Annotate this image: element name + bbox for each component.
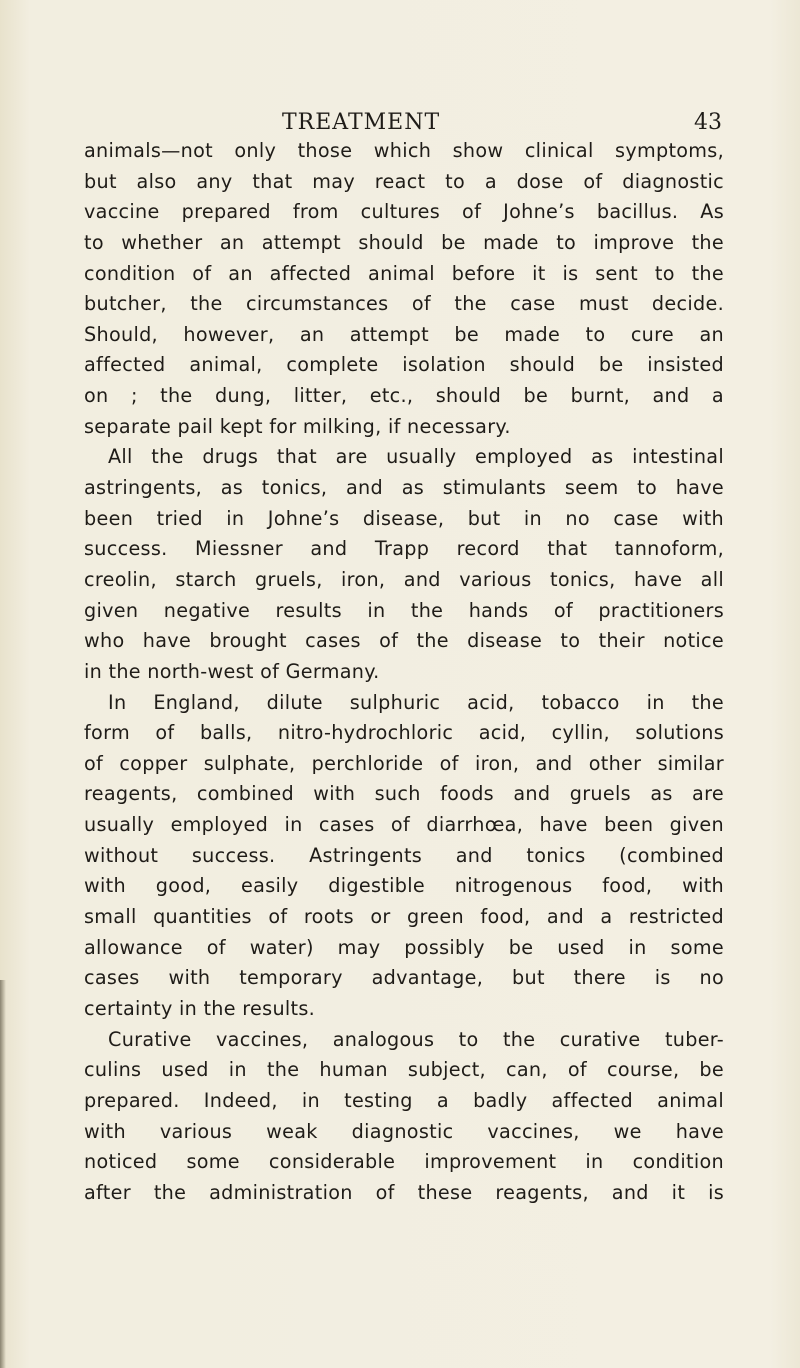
text-line: prepared. Indeed, in testing a badly affected animal xyxy=(84,1088,724,1112)
text-line: condition of an affected animal before it is sent to the xyxy=(84,261,724,285)
text-line: usually employed in cases of diarrhœa, have been given xyxy=(84,813,724,837)
text-line: affected animal, complete isolation should be insisted xyxy=(84,353,724,377)
body-text xyxy=(84,136,724,1208)
text-line: butcher, the circumstances of the case must decide. xyxy=(84,292,724,316)
text-line: form of balls, nitro-hydrochloric acid, cyllin, solutions xyxy=(84,721,724,745)
paragraph-start-line: Curative vaccines, analogous to the curative tuber- xyxy=(108,1027,724,1051)
paragraph-end-line: separate pail kept for milking, if necessary. xyxy=(84,414,511,438)
page-edge-shadow xyxy=(0,980,6,1368)
page-header xyxy=(84,108,724,138)
text-line: with various weak diagnostic vaccines, we have xyxy=(84,1119,724,1143)
paragraph-start-line: In England, dilute sulphuric acid, tobacco in the xyxy=(108,690,724,714)
text-line: astringents, as tonics, and as stimulants seem to have xyxy=(84,476,724,500)
text-line: been tried in Johne’s disease, but in no case with xyxy=(84,506,724,530)
text-line: with good, easily digestible nitrogenous food, with xyxy=(84,874,724,898)
text-line: who have brought cases of the disease to their notice xyxy=(84,629,724,653)
paragraph-end-line: in the north-west of Germany. xyxy=(84,659,380,683)
running-head: TREATMENT xyxy=(282,110,441,135)
text-line: animals—not only those which show clinical symptoms, xyxy=(84,139,724,162)
text-line: noticed some considerable improvement in condition xyxy=(84,1150,724,1174)
text-line: reagents, combined with such foods and gruels as are xyxy=(84,782,724,806)
text-line: on ; the dung, litter, etc., should be burnt, and a xyxy=(84,384,724,408)
text-line: cases with temporary advantage, but there is no xyxy=(84,966,724,990)
text-line: small quantities of roots or green food, and a restricted xyxy=(84,905,724,929)
text-line: culins used in the human subject, can, of course, be xyxy=(84,1058,724,1082)
text-line: Should, however, an attempt be made to cure an xyxy=(84,322,724,346)
text-line: but also any that may react to a dose of diagnostic xyxy=(84,169,724,193)
text-line: given negative results in the hands of practitioners xyxy=(84,598,724,622)
text-line: of copper sulphate, perchloride of iron, and other similar xyxy=(84,751,724,775)
text-line: after the administration of these reagents, and it is xyxy=(84,1180,724,1204)
text-line: to whether an attempt should be made to improve the xyxy=(84,230,724,254)
text-line: without success. Astringents and tonics (combined xyxy=(84,843,724,867)
paragraph-end-line: certainty in the results. xyxy=(84,996,316,1020)
paragraph-start-line: All the drugs that are usually employed as intestinal xyxy=(108,445,724,469)
text-line: creolin, starch gruels, iron, and various tonics, have all xyxy=(84,567,724,591)
text-line: vaccine prepared from cultures of Johne’s bacillus. As xyxy=(84,200,724,224)
text-line: allowance of water) may possibly be used in some xyxy=(84,935,724,959)
text-line: success. Miessner and Trapp record that tannoform, xyxy=(84,537,724,561)
page-number: 43 xyxy=(694,110,722,135)
